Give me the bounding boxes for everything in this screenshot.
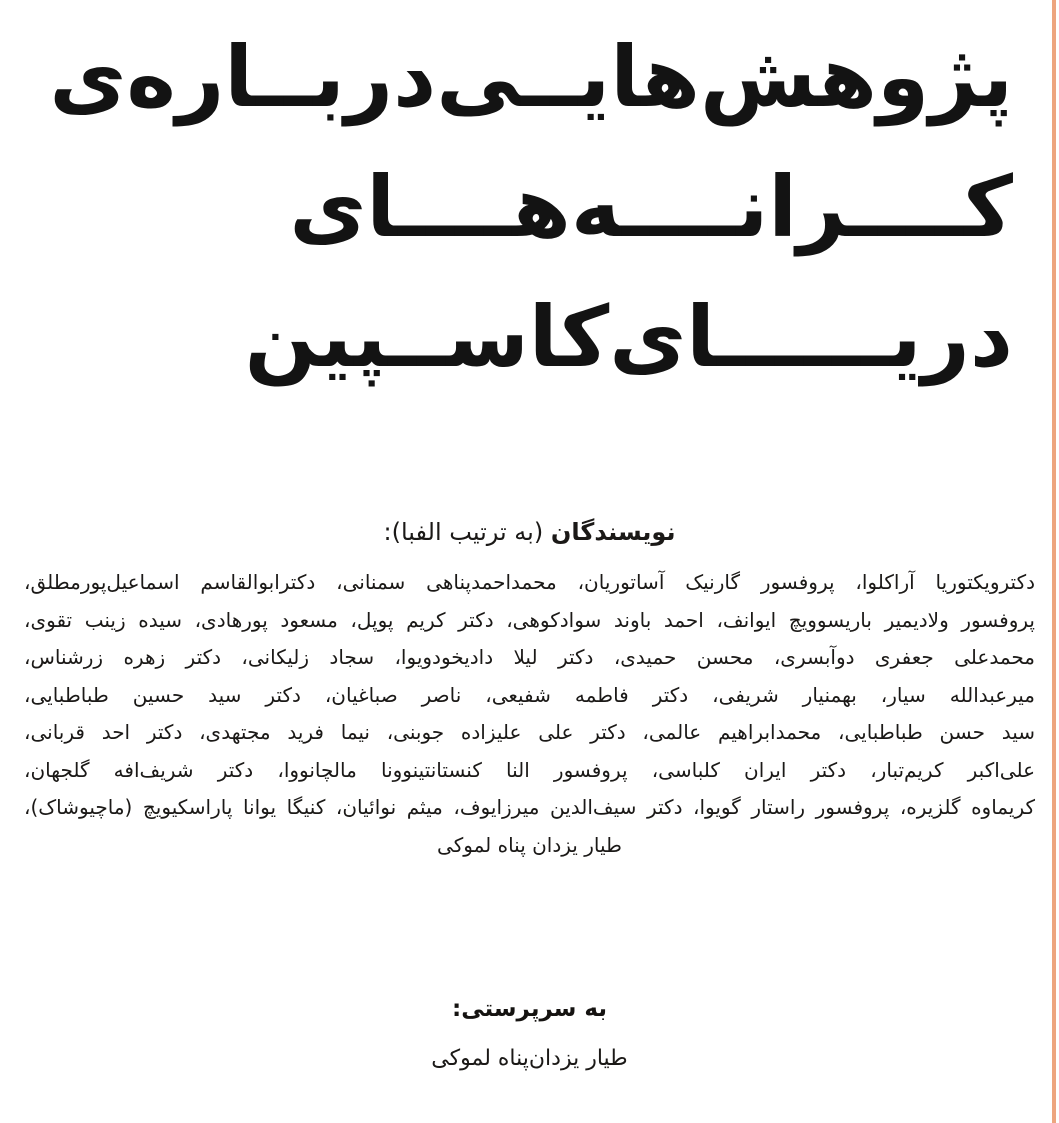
author-line: میرعبدالله سیار، بهمنیار شریفی، دکتر فاطمه شفیعی، ناصر صباغیان، دکتر سید حسین طباطبایی، xyxy=(24,682,1035,707)
authors-heading-note: (به ترتیب الفبا): xyxy=(383,518,551,546)
supervisor-heading: به سرپرستی: xyxy=(452,996,607,1022)
authors-heading xyxy=(26,514,1033,550)
authors-list xyxy=(24,564,1035,864)
page-edge-line xyxy=(1052,0,1056,1123)
author-line: پروفسور ولادیمیر باریسوویچ ایوانف، احمد باوند سوادکوهی، دکتر کریم پوپل، مسعود پورهادی، سیده زینب تقوی، xyxy=(24,607,1035,632)
author-line: دکترویکتوریا آراکلوا، پروفسور گارنیک آساتوریان، محمداحمدپناهی سمنانی، دکترابوالقاسم اسماعیل‌پورمطلق، xyxy=(24,570,1035,594)
author-line: محمدعلی جعفری دوآبسری، محسن حمیدی، دکتر لیلا دادیخودویوا، سجاد زلیکانی، دکتر زهره زرشناس، xyxy=(24,645,1035,669)
author-line-last: طیار یزدان پناه لموکی xyxy=(437,832,622,857)
supervisor-section xyxy=(0,992,1059,1076)
title-line-2: کــــرانــــه‌هــــای xyxy=(289,158,1013,256)
author-line: سید حسن طباطبایی، محمدابراهیم عالمی، دکتر علی علیزاده جوبنی، نیما فرید مجتهدی، دکتر احد قربانی، xyxy=(24,720,1035,744)
author-line: کریماوه گلزیره، پروفسور راستار گویوا، دکتر سیف‌الدین میرزایوف، میثم نوائیان، کنیگا یوانا پاراسکیویچ (ماچیوشاک)، xyxy=(24,795,1035,819)
authors-heading-label: نویسندگان xyxy=(550,518,676,546)
title-line-1: پژوهش‌هایــی‌دربــاره‌ی xyxy=(49,28,1013,126)
authors-section xyxy=(0,514,1059,864)
title-line-3: دریــــــای‌کاســپین xyxy=(244,288,1013,386)
supervisor-name: طیار یزدان‌پناه لموکی xyxy=(431,1046,628,1071)
title-block xyxy=(0,0,1059,402)
author-line: علی‌اکبر کریم‌تبار، دکتر ایران کلباسی، پروفسور النا کنستانتینوونا مالچانووا، دکتر شریف‌افه گلجهان، xyxy=(24,757,1035,782)
